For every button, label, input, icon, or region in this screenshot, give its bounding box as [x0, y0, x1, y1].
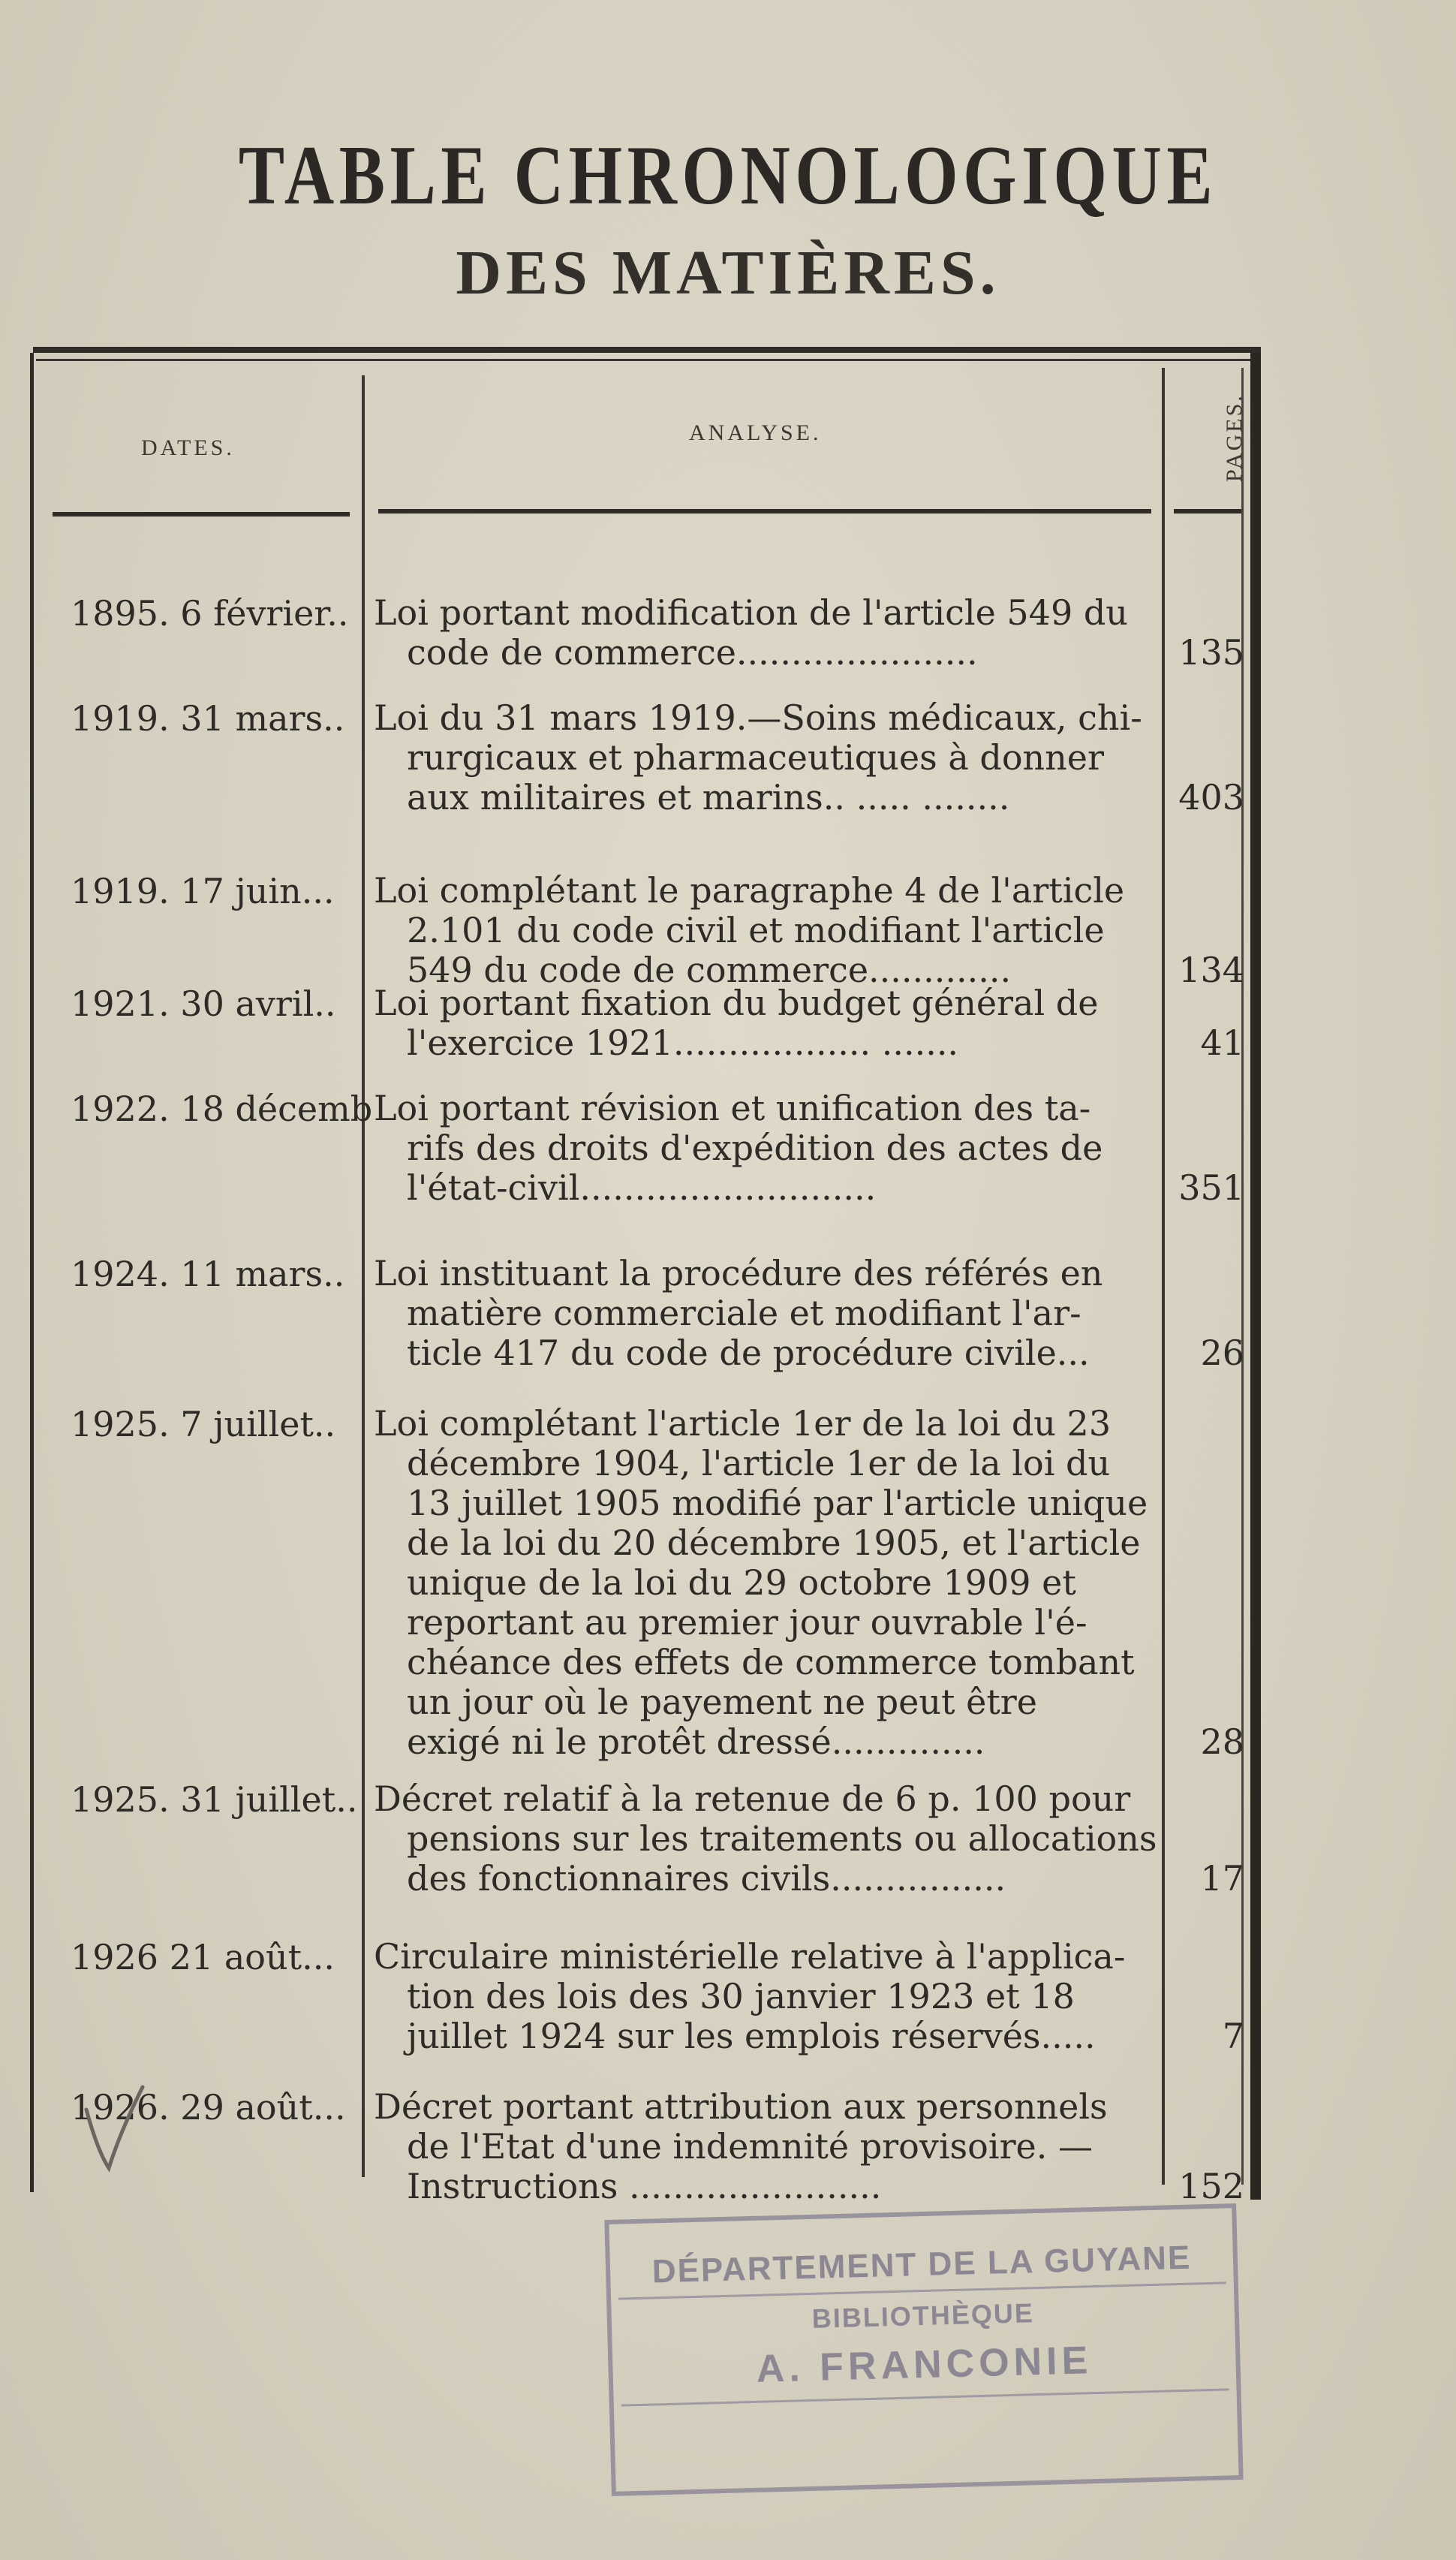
analysis-line: l'exercice 1921.................. ....... [407, 1023, 959, 1063]
entry-date: 1925. 31 juillet.. [71, 1779, 358, 1820]
entry-date: 1919. 31 mars.. [71, 698, 345, 739]
stamp-line-department: DÉPARTEMENT DE LA GUYANE [651, 2239, 1192, 2290]
entry-page: 134 [1178, 950, 1244, 990]
analysis-line: Loi du 31 mars 1919.—Soins médicaux, chi- [374, 698, 1142, 738]
pencil-check-mark [79, 2080, 146, 2177]
analysis-line: de la loi du 20 décembre 1905, et l'article [407, 1523, 1141, 1563]
analysis-line: Circulaire ministérielle relative à l'applica- [374, 1937, 1126, 1977]
analysis-line: Loi portant fixation du budget général de [374, 983, 1099, 1023]
entry-page: 28 [1200, 1721, 1244, 1762]
entry-page: 41 [1200, 1022, 1244, 1063]
analysis-line: un jour où le payement ne peut être [407, 1682, 1038, 1722]
analysis-line: l'état-civil........................... [407, 1168, 877, 1208]
stamp-line-name: A. FRANCONIE [756, 2339, 1093, 2391]
top-rule [33, 347, 1261, 353]
analysis-line: Décret portant attribution aux personnels [374, 2087, 1108, 2127]
analysis-line: 13 juillet 1905 modifié par l'article unique [407, 1483, 1148, 1523]
entry-date: 1921. 30 avril.. [71, 983, 336, 1024]
header-rule-dates [53, 512, 350, 517]
analysis-line: ticle 417 du code de procédure civile... [407, 1333, 1090, 1373]
analysis-line: Loi instituant la procédure des référés en [374, 1254, 1103, 1294]
header-analyse: ANALYSE. [689, 420, 822, 445]
entry-page: 26 [1200, 1333, 1244, 1373]
analysis-line: reportant au premier jour ouvrable l'é- [407, 1603, 1087, 1643]
header-dates: DATES. [141, 435, 235, 460]
entry-page: 351 [1178, 1167, 1244, 1208]
analysis-line: Loi complétant l'article 1er de la loi du 23 [374, 1404, 1112, 1444]
analysis-line: rifs des droits d'expédition des actes de [407, 1128, 1103, 1168]
entry-page: 152 [1178, 2166, 1244, 2206]
analysis-line: Loi portant modification de l'article 549 du [374, 593, 1128, 633]
entry-page: 17 [1200, 1858, 1244, 1899]
entry-date: 1919. 17 juin... [71, 871, 335, 911]
entry-analysis [374, 1937, 1169, 2056]
entry-analysis [374, 1254, 1169, 1373]
left-rule [30, 353, 34, 2192]
entry-analysis [374, 1404, 1169, 1762]
header-rule-pages [1174, 509, 1241, 514]
analysis-line: unique de la loi du 29 octobre 1909 et [407, 1563, 1076, 1603]
analysis-line: code de commerce...................... [407, 633, 978, 673]
analysis-line: juillet 1924 sur les emplois réservés..... [407, 2016, 1096, 2056]
entry-date: 1924. 11 mars.. [71, 1254, 345, 1294]
top-rule-thin [36, 359, 1258, 361]
analysis-line: pensions sur les traitements ou allocations [407, 1819, 1157, 1859]
entry-analysis [374, 983, 1169, 1063]
table-frame [29, 345, 1265, 2209]
analysis-line: rurgicaux et pharmaceutiques à donner [407, 738, 1104, 778]
entry-date: 1895. 6 février.. [71, 593, 349, 634]
entry-date: 1922. 18 décemb [71, 1089, 373, 1129]
entry-date: 1925. 7 juillet.. [71, 1404, 336, 1444]
entry-date: 1926. 29 août... [71, 2087, 346, 2128]
header-rule-analyse [378, 509, 1151, 514]
analysis-line: des fonctionnaires civils................ [407, 1859, 1006, 1899]
entry-page: 135 [1178, 632, 1244, 673]
analysis-line: Loi complétant le paragraphe 4 de l'article [374, 871, 1125, 911]
analysis-line: aux militaires et marins.. ..... ........ [407, 778, 1010, 818]
entry-date: 1926 21 août... [71, 1937, 335, 1977]
analysis-line: matière commerciale et modifiant l'ar- [407, 1294, 1081, 1333]
entry-analysis [374, 1779, 1169, 1899]
page-subtitle: DES MATIÈRES. [456, 238, 1000, 308]
analysis-line: exigé ni le protêt dressé.............. [407, 1722, 985, 1762]
analysis-line: décembre 1904, l'article 1er de la loi du [407, 1444, 1111, 1483]
entry-analysis [374, 698, 1169, 818]
analysis-line: 549 du code de commerce............. [407, 950, 1012, 990]
entry-analysis [374, 1089, 1169, 1208]
analysis-line: tion des lois des 30 janvier 1923 et 18 [407, 1977, 1075, 2016]
header-pages: PAGES. [1222, 393, 1247, 482]
page-title: TABLE CHRONOLOGIQUE [238, 129, 1218, 222]
analysis-line: de l'Etat d'une indemnité provisoire. — [407, 2127, 1094, 2167]
stamp-line-library: BIBLIOTHÈQUE [811, 2297, 1035, 2334]
analysis-line: chéance des effets de commerce tombant [407, 1643, 1135, 1682]
entry-analysis [374, 871, 1169, 990]
right-rule [1250, 353, 1261, 2200]
library-stamp [604, 2203, 1243, 2496]
analysis-line: Décret relatif à la retenue de 6 p. 100 pour [374, 1779, 1131, 1819]
analysis-line: Instructions ....................... [407, 2167, 882, 2206]
entry-analysis [374, 2087, 1169, 2206]
entry-page: 403 [1178, 777, 1244, 818]
entry-page: 7 [1222, 2016, 1244, 2056]
entry-analysis [374, 593, 1169, 673]
analysis-line: 2.101 du code civil et modifiant l'article [407, 911, 1105, 950]
analysis-line: Loi portant révision et unification des ta- [374, 1089, 1091, 1128]
